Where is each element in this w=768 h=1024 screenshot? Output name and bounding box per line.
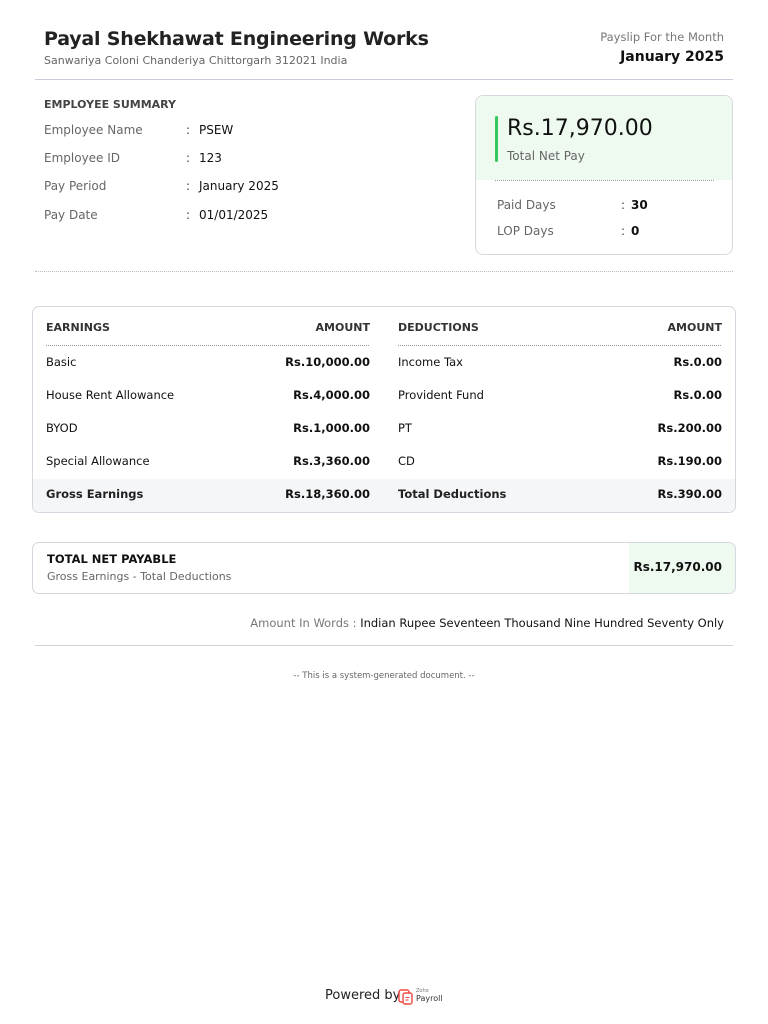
- lop-days-label: LOP Days: [497, 224, 554, 238]
- lop-days-value: 0: [631, 224, 640, 238]
- deductions-heading: DEDUCTIONS: [398, 321, 479, 334]
- amount-in-words-label: Amount In Words :: [250, 616, 357, 630]
- pay-period-value: January 2025: [199, 179, 279, 193]
- paid-days-value: 30: [631, 198, 648, 212]
- company-address: Sanwariya Coloni Chanderiya Chittorgarh 312021 India: [44, 54, 348, 67]
- header-divider: [35, 79, 733, 80]
- employee-id-value: 123: [199, 151, 222, 165]
- summary-label: Pay Date: [44, 208, 98, 222]
- net-pay-amount: Rs.17,970.00: [507, 116, 653, 141]
- deductions-amount-heading: AMOUNT: [667, 321, 722, 334]
- earning-amount: Rs.1,000.00: [293, 421, 370, 435]
- payslip-month-label: Payslip For the Month: [600, 30, 724, 44]
- amount-in-words: [250, 616, 724, 630]
- card-colon: :: [621, 198, 626, 212]
- total-net-payable-amount: Rs.17,970.00: [633, 560, 722, 574]
- deduction-amount: Rs.0.00: [673, 355, 722, 369]
- gross-earnings-amount: Rs.18,360.00: [285, 487, 370, 501]
- net-pay-accent-bar: [495, 116, 498, 162]
- net-pay-card: [475, 95, 733, 255]
- zoho-payroll-logo-icon: [398, 988, 414, 1006]
- total-net-payable-box: [32, 542, 736, 594]
- logo-product-text: Payroll: [416, 994, 443, 1003]
- pay-date-value: 01/01/2025: [199, 208, 269, 222]
- deductions-header-divider: [398, 345, 721, 346]
- total-net-payable-subtitle: Gross Earnings - Total Deductions: [47, 570, 232, 583]
- section-divider: [35, 271, 733, 272]
- net-pay-label: Total Net Pay: [507, 149, 585, 163]
- system-generated-note: -- This is a system-generated document. --: [293, 671, 475, 681]
- summary-colon: :: [186, 151, 191, 165]
- payslip-month: January 2025: [620, 49, 724, 65]
- powered-by-text: Powered by: [325, 988, 401, 1003]
- zoho-payroll-logo: [398, 987, 448, 1007]
- earnings-amount-heading: AMOUNT: [315, 321, 370, 334]
- deduction-name: CD: [398, 454, 415, 468]
- paid-days-label: Paid Days: [497, 198, 556, 212]
- earning-name: Basic: [46, 355, 77, 369]
- earning-amount: Rs.10,000.00: [285, 355, 370, 369]
- summary-colon: :: [186, 123, 191, 137]
- summary-label: Employee ID: [44, 151, 121, 165]
- earning-name: House Rent Allowance: [46, 388, 175, 402]
- summary-label: Employee Name: [44, 123, 143, 137]
- earning-amount: Rs.4,000.00: [293, 388, 370, 402]
- deduction-amount: Rs.190.00: [657, 454, 722, 468]
- card-colon: :: [621, 224, 626, 238]
- employee-name-value: PSEW: [199, 123, 234, 137]
- earnings-heading: EARNINGS: [46, 321, 110, 334]
- deduction-name: Income Tax: [398, 355, 463, 369]
- amount-in-words-value: Indian Rupee Seventeen Thousand Nine Hundred Seventy Only: [360, 616, 724, 630]
- summary-label: Pay Period: [44, 179, 107, 193]
- total-deductions-amount: Rs.390.00: [657, 487, 722, 501]
- summary-colon: :: [186, 208, 191, 222]
- deduction-amount: Rs.0.00: [673, 388, 722, 402]
- total-deductions-label: Total Deductions: [398, 487, 507, 501]
- total-net-payable-title: TOTAL NET PAYABLE: [47, 552, 177, 566]
- earning-name: BYOD: [46, 421, 78, 435]
- summary-colon: :: [186, 179, 191, 193]
- deduction-name: Provident Fund: [398, 388, 484, 402]
- footer-divider: [35, 645, 733, 646]
- gross-earnings-label: Gross Earnings: [46, 487, 144, 501]
- earnings-deductions-table: [32, 306, 736, 513]
- net-pay-divider: [495, 180, 714, 181]
- earning-amount: Rs.3,360.00: [293, 454, 370, 468]
- logo-brand-text: Zoho: [416, 988, 429, 994]
- deduction-amount: Rs.200.00: [657, 421, 722, 435]
- earnings-header-divider: [46, 345, 369, 346]
- company-name: Payal Shekhawat Engineering Works: [44, 28, 429, 50]
- employee-summary-heading: EMPLOYEE SUMMARY: [44, 98, 177, 111]
- earning-name: Special Allowance: [46, 454, 150, 468]
- deduction-name: PT: [398, 421, 412, 435]
